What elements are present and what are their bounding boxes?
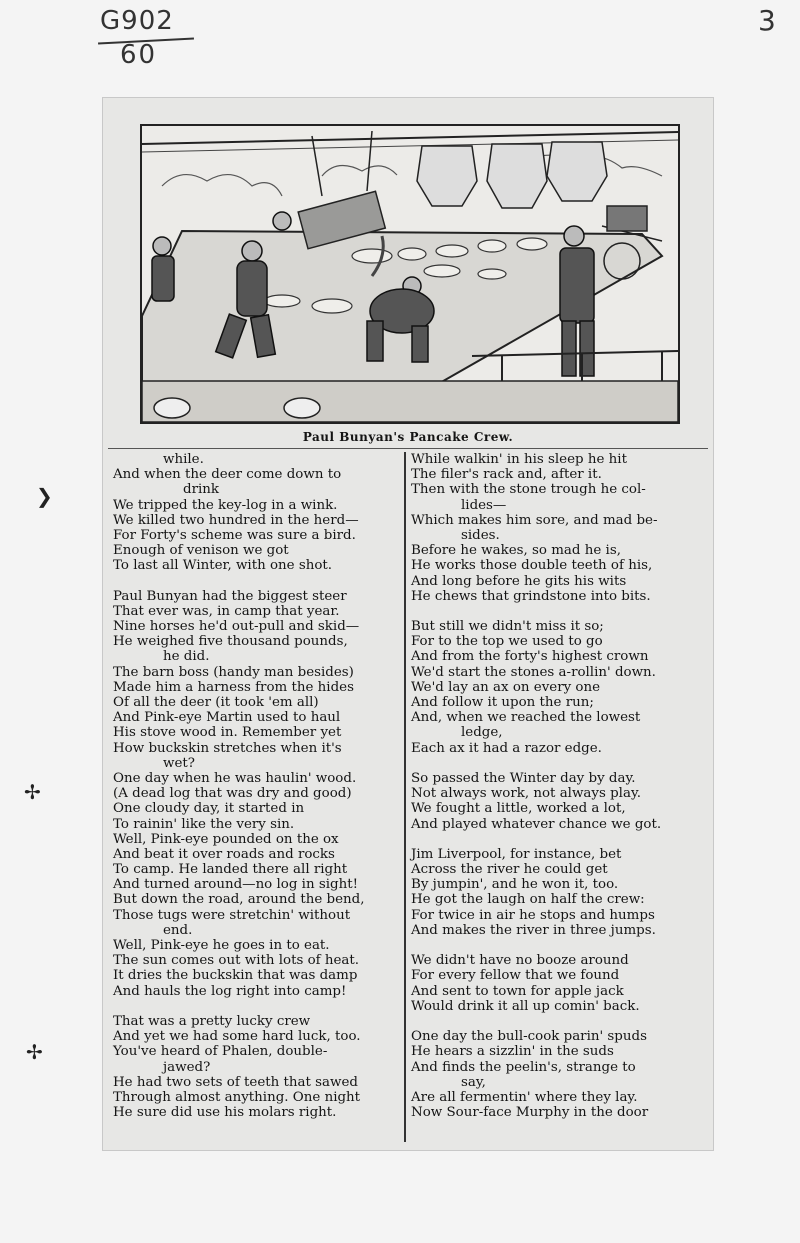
poem-line: And when the deer come down to (113, 467, 342, 483)
poem-line: And played whatever chance we got. (411, 816, 662, 832)
poem-line: It dries the buckskin that was damp (113, 968, 358, 984)
stanza-break (411, 938, 706, 953)
poem-line: And follow it upon the run; (411, 695, 594, 710)
caption-rule (108, 448, 708, 449)
poem-line: Now Sour-face Murphy in the door (411, 1105, 649, 1121)
poem-line: He got the laugh on half the crew: (411, 892, 645, 908)
poem-line: And from the forty's highest crown (411, 649, 649, 665)
stanza-break (411, 604, 706, 619)
poem-line: You've heard of Phalen, double- (113, 1044, 328, 1060)
poem-line: Are all fermentin' where they lay. (411, 1089, 638, 1105)
poem-line: That was a pretty lucky crew (113, 1013, 311, 1029)
margin-mark: ❯ (36, 484, 53, 508)
poem-line: He sure did use his molars right. (113, 1105, 337, 1121)
poem-line: That ever was, in camp that year. (113, 603, 340, 619)
poem-line: (A dead log that was dry and good) (113, 786, 352, 802)
stanza-break (113, 999, 400, 1014)
poem-line: Made him a harness from the hides (113, 679, 354, 695)
poem-line: lides— (461, 497, 507, 513)
poem-line: Of all the deer (it took 'em all) (113, 695, 319, 710)
poem-line: The filer's rack and, after it. (411, 467, 602, 483)
poem-line: One day when he was haulin' wood. (113, 770, 357, 786)
margin-mark: ✢ (24, 780, 41, 804)
poem-line: Nine horses he'd out-pull and skid— (113, 619, 360, 635)
poem-line: And yet we had some hard luck, too. (113, 1029, 361, 1045)
poem-line: For every fellow that we found (411, 968, 620, 984)
poem-line: But down the road, around the bend, (113, 892, 365, 908)
stanza-break (411, 756, 706, 771)
handwritten-sub: 60 (120, 40, 158, 70)
margin-mark: ✢ (26, 1040, 43, 1064)
column-rule (404, 452, 406, 1142)
poem-line: And makes the river in three jumps. (411, 922, 656, 938)
poem-line: His stove wood in. Remember yet (113, 725, 342, 741)
poem-line: drink (183, 482, 219, 498)
handwritten-code: G902 (100, 6, 174, 36)
poem-line: One day the bull-cook parin' spuds (411, 1029, 647, 1045)
poem-line: He weighed five thousand pounds, (113, 634, 348, 650)
handwritten-page-number: 3 (758, 4, 776, 37)
poem-line: And Pink-eye Martin used to haul (113, 710, 341, 726)
pancake-crew-illustration (140, 124, 680, 424)
poem-line: He had two sets of teeth that sawed (113, 1074, 358, 1090)
poem-line: By jumpin', and he won it, too. (411, 877, 619, 893)
poem-line: He works those double teeth of his, (411, 558, 653, 574)
poem-line: Well, Pink-eye pounded on the ox (113, 831, 339, 847)
poem-line: We killed two hundred in the herd— (113, 512, 359, 528)
hood-vents (417, 142, 607, 208)
poem-line: Before he wakes, so mad he is, (411, 543, 621, 559)
poem-line: We fought a little, worked a lot, (411, 801, 626, 817)
poem-line: So passed the Winter day by day. (411, 770, 636, 786)
stanza-break (411, 832, 706, 847)
poem-right-column (411, 452, 706, 1120)
poem-line: To last all Winter, with one shot. (113, 558, 333, 574)
poem-line: But still we didn't miss it so; (411, 619, 604, 635)
poem-line: Enough of venison we got (113, 543, 289, 559)
poem-line: And beat it over roads and rocks (113, 846, 335, 862)
poem-line: Would drink it all up comin' back. (411, 998, 640, 1014)
poem-line: And finds the peelin's, strange to (411, 1059, 636, 1075)
poem-line: For twice in air he stops and humps (411, 907, 655, 923)
poem-line: The barn boss (handy man besides) (113, 664, 354, 680)
poem-line: And sent to town for apple jack (411, 983, 624, 999)
poem-line: How buckskin stretches when it's (113, 740, 342, 756)
stanza-break (411, 1014, 706, 1029)
stanza-break (113, 574, 400, 589)
poem-line: Across the river he could get (411, 862, 608, 878)
poem-line: Through almost anything. One night (113, 1089, 361, 1105)
poem-line: wet? (163, 755, 195, 771)
poem-line: he did. (163, 649, 210, 665)
poem-line: And, when we reached the lowest (411, 710, 641, 726)
poem-line: For to the top we used to go (411, 634, 603, 650)
poem-line: say, (461, 1074, 486, 1090)
poem-line: To rainin' like the very sin. (113, 816, 295, 832)
poem-line: Well, Pink-eye he goes in to eat. (113, 938, 330, 953)
stove-base (142, 381, 678, 422)
poem-line: He chews that grindstone into bits. (411, 588, 651, 604)
poem-line: end. (163, 922, 193, 938)
poem-line: And hauls the log right into camp! (113, 983, 347, 999)
poem-line: To camp. He landed there all right (113, 862, 348, 878)
poem-line: while. (163, 452, 204, 467)
poem-line: We'd start the stones a-rollin' down. (411, 664, 656, 680)
poem-line: We didn't have no booze around (411, 953, 629, 969)
illustration-drawing (142, 126, 678, 422)
illustration-caption: Paul Bunyan's Pancake Crew. (302, 430, 514, 444)
poem-line: We tripped the key-log in a wink. (113, 497, 338, 513)
poem-line: Paul Bunyan had the biggest steer (113, 588, 347, 604)
poem-line: While walkin' in his sleep he hit (411, 452, 627, 467)
poem-line: Jim Liverpool, for instance, bet (411, 846, 622, 862)
poem-line: Then with the stone trough he col- (411, 482, 646, 498)
poem-line: And long before he gits his wits (411, 573, 627, 589)
poem-line: For Forty's scheme was sure a bird. (113, 527, 356, 543)
poem-line: Those tugs were stretchin' without (113, 907, 351, 923)
poem-line: We'd lay an ax on every one (411, 679, 601, 695)
poem-line: He hears a sizzlin' in the suds (411, 1044, 614, 1060)
poem-line: sides. (461, 527, 500, 543)
poem-left-column (113, 452, 400, 1120)
poem-line: Which makes him sore, and mad be- (411, 512, 658, 528)
poem-line: One cloudy day, it started in (113, 801, 305, 817)
poem-line: Each ax it had a razor edge. (411, 740, 602, 756)
poem-line: The sun comes out with lots of heat. (113, 953, 360, 969)
poem-line: ledge, (461, 725, 503, 741)
poem-line: And turned around—no log in sight! (113, 877, 358, 893)
poem-line: jawed? (163, 1059, 211, 1075)
poem-line: Not always work, not always play. (411, 786, 641, 802)
